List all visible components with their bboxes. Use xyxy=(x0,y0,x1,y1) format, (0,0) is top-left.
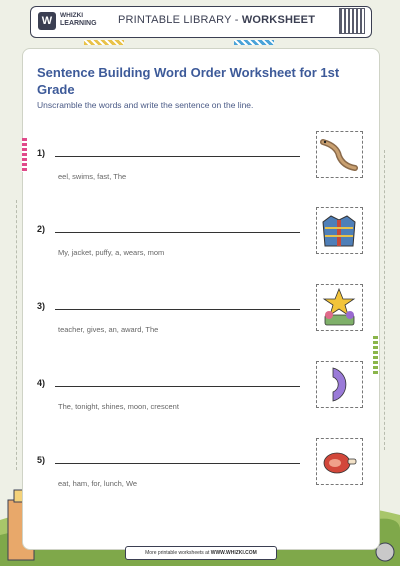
logo-line-2: LEARNING xyxy=(60,20,97,27)
footer-prefix: More printable worksheets at xyxy=(145,550,211,556)
question-item xyxy=(37,222,327,282)
answer-line[interactable] xyxy=(55,463,300,464)
header-title-bold: WORKSHEET xyxy=(241,14,316,26)
award-icon xyxy=(317,285,362,330)
answer-line[interactable] xyxy=(55,309,300,310)
picture-frame xyxy=(316,284,363,331)
logo-text xyxy=(60,12,97,28)
question-item xyxy=(37,299,327,359)
question-number: 3) xyxy=(37,301,46,311)
question-item xyxy=(37,453,327,513)
logo-line-1: WHIZKI xyxy=(60,12,84,19)
dotted-border-left xyxy=(16,200,17,470)
scrambled-words: teacher, gives, an, award, The xyxy=(58,325,159,334)
scrambled-words: The, tonight, shines, moon, crescent xyxy=(58,402,179,411)
eel-icon xyxy=(317,132,362,177)
picture-frame xyxy=(316,361,363,408)
pink-stripe-decoration xyxy=(22,138,27,172)
ham-icon xyxy=(317,439,362,484)
answer-line[interactable] xyxy=(55,156,300,157)
crescent-moon-icon xyxy=(317,362,362,407)
blue-stripe-decoration xyxy=(234,40,274,45)
question-number: 4) xyxy=(37,378,46,388)
question-number: 1) xyxy=(37,148,46,158)
yellow-stripe-decoration xyxy=(84,40,124,45)
green-stripe-decoration xyxy=(373,336,378,376)
logo-icon: W xyxy=(38,12,56,30)
answer-line[interactable] xyxy=(55,232,300,233)
worksheet-title: Sentence Building Word Order Worksheet for 1st Grade xyxy=(37,65,340,97)
question-number: 2) xyxy=(37,224,46,234)
footer-link[interactable] xyxy=(125,546,277,560)
picture-frame xyxy=(316,438,363,485)
question-item xyxy=(37,376,327,436)
answer-line[interactable] xyxy=(55,386,300,387)
scrambled-words: My, jacket, puffy, a, wears, mom xyxy=(58,248,165,257)
dotted-border-right xyxy=(384,150,385,450)
worksheet-instructions: Unscramble the words and write the sentence on the line. xyxy=(37,100,254,110)
scrambled-words: eel, swims, fast, The xyxy=(58,172,127,181)
qr-code-icon xyxy=(339,8,365,34)
question-item xyxy=(37,146,327,206)
picture-frame xyxy=(316,207,363,254)
picture-frame xyxy=(316,131,363,178)
header-title xyxy=(118,14,315,26)
header-title-prefix: PRINTABLE LIBRARY - xyxy=(118,14,242,26)
scrambled-words: eat, ham, for, lunch, We xyxy=(58,479,138,488)
question-number: 5) xyxy=(37,455,46,465)
footer-site: WWW.WHIZKI.COM xyxy=(210,550,257,556)
jacket-icon xyxy=(317,208,362,253)
